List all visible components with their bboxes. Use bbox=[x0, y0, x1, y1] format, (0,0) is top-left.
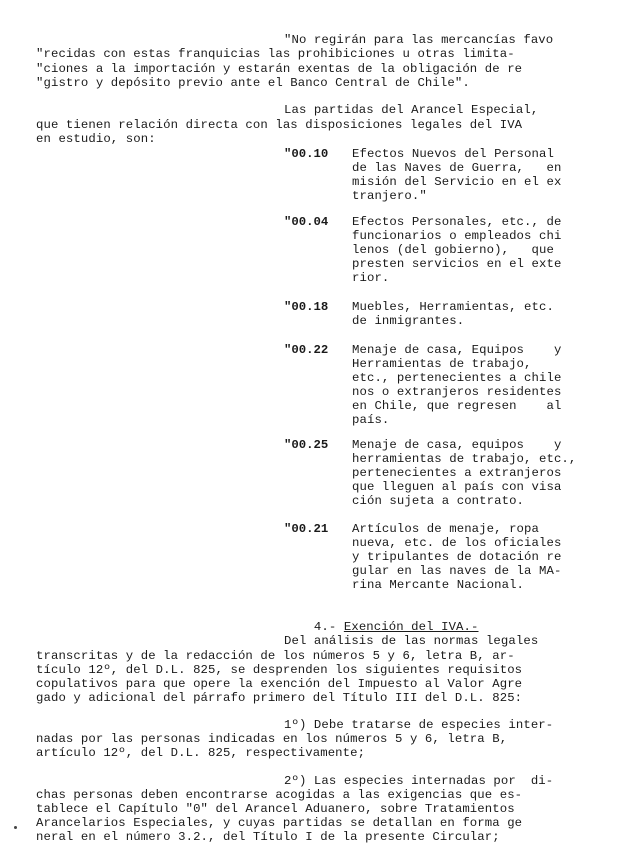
analysis-line: gado y adicional del párrafo primero del Título III del D.L. 825: bbox=[36, 691, 523, 705]
analysis-line: transcritas y de la redacción de los números 5 y 6, letra B, ar- bbox=[36, 649, 515, 663]
partida-line: rina Mercante Nacional. bbox=[352, 578, 525, 592]
partida-code: "00.25 bbox=[284, 438, 329, 452]
partida-code: "00.18 bbox=[284, 300, 329, 314]
requisito-2-line: 2º) Las especies internadas por di- bbox=[284, 774, 554, 788]
scan-speck bbox=[14, 826, 17, 829]
partida-line: Efectos Personales, etc., de bbox=[352, 215, 562, 229]
partida-line: ción sujeta a contrato. bbox=[352, 494, 525, 508]
requisito-2-line: chas personas deben encontrarse acogidas a las exigencias que es- bbox=[36, 788, 523, 802]
partida-code: "00.04 bbox=[284, 215, 329, 229]
partida-line: de las Naves de Guerra, en bbox=[352, 161, 562, 175]
analysis-line: copulativos para que opere la exención del Impuesto al Valor Agre bbox=[36, 677, 523, 691]
quote-line: "recidas con estas franquicias las prohibiciones u otras limita- bbox=[36, 47, 515, 61]
partida-line: rior. bbox=[352, 271, 390, 285]
partida-line: Herramientas de trabajo, bbox=[352, 357, 532, 371]
partida-line: lenos (del gobierno), que bbox=[352, 243, 554, 257]
requisito-2-line: Arancelarios Especiales, y cuyas partidas se detallan en forma ge bbox=[36, 816, 523, 830]
partidas-intro-line: en estudio, son: bbox=[36, 132, 156, 146]
partida-line: herramientas de trabajo, etc., bbox=[352, 452, 577, 466]
section-number: 4.- bbox=[313, 620, 337, 634]
partida-line: de inmigrantes. bbox=[352, 314, 465, 328]
requisito-2-line: neral en el número 3.2., del Título I de la presente Circular; bbox=[36, 830, 500, 844]
quote-line: "No regirán para las mercancías favo bbox=[284, 33, 554, 47]
partida-code: "00.22 bbox=[284, 343, 329, 357]
partida-line: y tripulantes de dotación re bbox=[352, 550, 562, 564]
analysis-line: tículo 12º, del D.L. 825, se desprenden los siguientes requisitos bbox=[36, 663, 523, 677]
partida-line: Menaje de casa, equipos y bbox=[352, 438, 562, 452]
analysis-line: Del análisis de las normas legales bbox=[284, 634, 539, 648]
partida-line: en Chile, que regresen al bbox=[352, 399, 562, 413]
partida-line: Efectos Nuevos del Personal bbox=[352, 147, 554, 161]
partidas-intro-line: que tienen relación directa con las disposiciones legales del IVA bbox=[36, 118, 523, 132]
partida-line: Muebles, Herramientas, etc. bbox=[352, 300, 554, 314]
partida-line: tranjero." bbox=[352, 189, 427, 203]
partida-line: misión del Servicio en el ex bbox=[352, 175, 562, 189]
partida-code: "00.10 bbox=[284, 147, 329, 161]
partida-line: funcionarios o empleados chi bbox=[352, 229, 562, 243]
partida-line: que lleguen al país con visa bbox=[352, 480, 562, 494]
quote-line: "ciones a la importación y estarán exentas de la obligación de re bbox=[36, 62, 523, 76]
requisito-1-line: 1º) Debe tratarse de especies inter- bbox=[284, 718, 554, 732]
partida-line: nueva, etc. de los oficiales bbox=[352, 536, 562, 550]
partida-line: Artículos de menaje, ropa bbox=[352, 522, 539, 536]
partidas-intro-line: Las partidas del Arancel Especial, bbox=[284, 103, 539, 117]
partida-line: gular en las naves de la MA- bbox=[352, 564, 562, 578]
partida-code: "00.21 bbox=[284, 522, 329, 536]
partida-line: nos o extranjeros residentes bbox=[352, 385, 562, 399]
requisito-1-line: artículo 12º, del D.L. 825, respectivamente; bbox=[36, 746, 366, 760]
partida-line: pertenecientes a extranjeros bbox=[352, 466, 562, 480]
section-title: Exención del IVA.- bbox=[343, 620, 479, 634]
partida-line: etc., pertenecientes a chile bbox=[352, 371, 562, 385]
partida-line: presten servicios en el exte bbox=[352, 257, 562, 271]
partida-line: Menaje de casa, Equipos y bbox=[352, 343, 562, 357]
partida-line: país. bbox=[352, 413, 390, 427]
requisito-2-line: tablece el Capítulo "0" del Arancel Aduanero, sobre Tratamientos bbox=[36, 802, 515, 816]
requisito-1-line: nadas por las personas indicadas en los números 5 y 6, letra B, bbox=[36, 732, 508, 746]
quote-line: "gistro y depósito previo ante el Banco Central de Chile". bbox=[36, 76, 470, 90]
